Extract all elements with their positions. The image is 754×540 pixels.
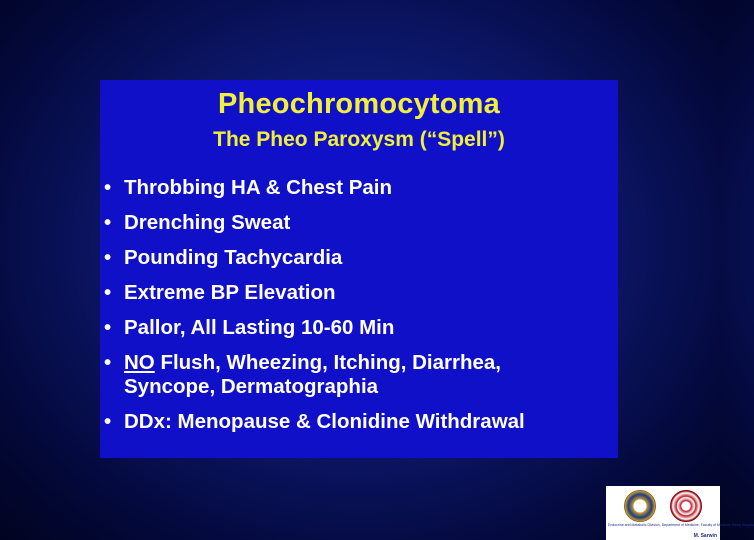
bullet-text: Drenching Sweat — [124, 211, 291, 234]
bullet-dot: • — [104, 246, 112, 269]
bullet-item — [100, 281, 618, 305]
bullet-list — [100, 176, 618, 445]
bullet-text: Pounding Tachycardia — [124, 246, 343, 269]
slide-content-panel — [100, 80, 618, 458]
bullet-text: Flush, Wheezing, Itching, Diarrhea, — [154, 351, 502, 374]
logo-caption: Endocrine and Metabolic Division, Department of Medicine, Faculty of Medicine Siriraj Hospital — [608, 523, 754, 527]
bullet-dot: • — [104, 316, 112, 339]
bullet-dot: • — [104, 211, 112, 234]
bullet-dot: • — [104, 281, 112, 304]
bullet-item-negative — [100, 351, 618, 399]
logo-tag: M. Sarwin — [693, 533, 717, 539]
bullet-item — [100, 211, 618, 235]
bullet-dot: • — [104, 351, 112, 374]
bullet-text: Extreme BP Elevation — [124, 281, 336, 304]
bullet-text: Pallor, All Lasting 10-60 Min — [124, 316, 395, 339]
bullet-text-continuation: Syncope, Dermatographia — [124, 375, 379, 398]
bullet-item — [100, 176, 618, 200]
bullet-text: Throbbing HA & Chest Pain — [124, 176, 393, 199]
emphasis-no: NO — [124, 351, 155, 374]
slide-title: Pheochromocytoma — [218, 88, 500, 120]
bullet-text: DDx: Menopause & Clonidine Withdrawal — [124, 410, 525, 433]
bullet-dot: • — [104, 410, 112, 433]
bullet-item-ddx — [100, 410, 618, 434]
bullet-item — [100, 316, 618, 340]
bullet-dot: • — [104, 176, 112, 199]
institution-logo — [606, 486, 754, 540]
bullet-item — [100, 246, 618, 270]
slide-subtitle: The Pheo Paroxysm (“Spell”) — [213, 128, 505, 151]
hospital-seal-icon — [670, 490, 702, 522]
university-seal-icon — [624, 490, 656, 522]
